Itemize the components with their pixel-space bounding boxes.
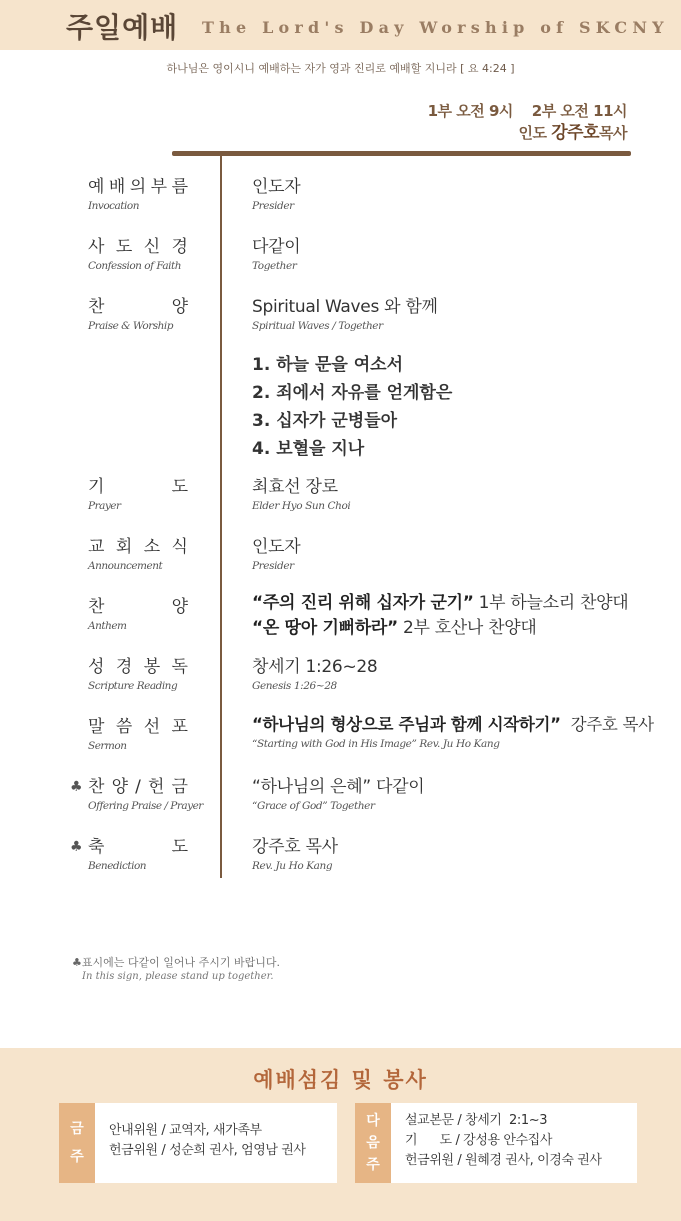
order-item-char: 신 [143,237,161,257]
order-item-char: 말 [88,717,105,737]
this-week-box [59,1103,337,1183]
order-item-main: 강주호 목사 [252,837,338,857]
page-subtitle: The Lord's Day Worship of SKCNY [202,18,669,37]
tab-char: 다 [366,1113,380,1129]
next-week-box [355,1103,637,1183]
order-item-char: 포 [171,717,188,737]
order-item-title [88,236,188,272]
order-item-en: Announcement [88,560,163,572]
hymn-item: 1. 하늘 문을 여소서 [252,355,403,375]
club-icon: ♣ [70,779,83,795]
service-schedule: 1부 오전 9시 2부 오전 11시 [427,102,627,120]
order-item-char: 소 [143,537,161,557]
order-item-en: Prayer [88,500,121,512]
order-item-detail [252,656,652,692]
presider-name: 강주호 [551,123,600,143]
sermon-title: “하나님의 형상으로 주님과 함께 시작하기” [252,715,561,734]
order-item-title [88,836,188,872]
order-item-en: Offering Praise / Prayer [88,800,203,812]
service-times [428,100,627,144]
order-item-detail [252,296,652,332]
next-week-line: 설교본문 / 창세기 2:1~3 [405,1113,548,1128]
order-item-char: 양 [171,597,188,617]
order-item-detail [252,176,652,212]
anthem-detail [252,592,652,639]
order-item-main: 최효선 장로 [252,477,338,497]
order-item-title [88,656,188,692]
order-item-title [88,536,188,572]
order-item-char: 금 [171,777,188,797]
order-item-char: 양 [171,297,188,317]
order-item-sub: Presider [252,200,294,212]
order-item-ko [88,476,188,498]
stand-note: ♣표시에는 다같이 일어나 주시기 바랍니다. [72,956,280,969]
order-item-detail [252,536,652,572]
presider-suffix: 목사 [599,124,627,142]
order-item-title [88,716,188,752]
this-week-line: 헌금위원 / 성순희 권사, 엄영남 권사 [109,1143,306,1158]
anthem-choir-1: 1부 하늘소리 찬양대 [473,593,629,613]
order-item-ko [88,536,188,558]
order-item-char: 배 [108,177,126,197]
order-item-main: “하나님의 은혜” 다같이 [252,777,425,797]
order-item-sub: Spiritual Waves / Together [252,320,383,332]
order-item-detail [252,776,652,812]
next-week-tab [355,1103,391,1183]
order-item-main: 창세기 1:26~28 [252,657,378,677]
order-item-ko [88,176,188,198]
order-item-main: Spiritual Waves 와 함께 [252,297,438,317]
anthem-title-1: “주의 진리 위해 십자가 군기” [252,593,474,613]
hymn-item: 2. 죄에서 자유를 얻게함은 [252,383,453,403]
order-item-sub: “Grace of God” Together [252,800,375,812]
order-item-en: Scripture Reading [88,680,178,692]
order-item-main: 다같이 [252,237,301,257]
order-item-detail [252,476,652,512]
order-item-char: 독 [171,657,188,677]
order-item-title [88,776,203,812]
order-item-char: 회 [115,537,133,557]
order-item-char: 의 [129,177,147,197]
page-title: 주일예배 [66,11,179,44]
order-item-char: 찬 [88,297,105,317]
order-item-char: 부 [150,177,168,197]
order-item-sub: Together [252,260,297,272]
sermon-detail [252,714,672,750]
club-icon: ♣ [70,839,83,855]
order-item-char: 선 [143,717,161,737]
tab-char: 금 [70,1121,84,1137]
stand-note-en: In this sign, please stand up together. [82,971,274,982]
order-item-title [88,296,188,332]
order-item-char: 도 [115,237,133,257]
order-item-en: Anthem [88,620,127,632]
order-item-sub: Elder Hyo Sun Choi [252,500,351,512]
order-item-char: 교 [88,537,105,557]
order-item-sub: Genesis 1:26~28 [252,680,337,692]
header-banner [0,0,681,50]
order-item-char: 성 [88,657,105,677]
top-divider [172,151,631,156]
anthem-choir-2: 2부 호산나 찬양대 [397,618,537,638]
order-item-char: 예 [88,177,105,197]
presider-line [428,122,627,144]
order-item-ko [88,296,188,318]
scripture-verse: 하나님은 영이시니 예배하는 자가 영과 진리로 예배할 지니라 [ 요 4:24 ] [166,62,515,75]
tab-char: 주 [366,1157,380,1173]
anthem-title-2: “온 땅아 기뻐하라” [252,618,398,638]
sermon-speaker: 강주호 목사 [560,715,654,734]
presider-prefix: 인도 [518,124,547,142]
order-item-en: Benediction [88,860,147,872]
order-item-char: 도 [171,837,188,857]
order-item-char: 봉 [143,657,161,677]
order-item-sub: Rev. Ju Ho Kang [252,860,333,872]
order-item-char: 도 [171,477,188,497]
order-item-sub: Presider [252,560,294,572]
order-item-en: Confession of Faith [88,260,181,272]
order-item-main: 인도자 [252,537,301,557]
order-item-char: 식 [171,537,188,557]
order-item-ko [88,836,188,858]
order-item-char: 양 [111,777,128,797]
order-item-char: 기 [88,477,105,497]
order-item-title [88,176,188,212]
order-item-en: Invocation [88,200,139,212]
hymn-item: 3. 십자가 군병들아 [252,411,398,431]
hymn-list [252,351,652,463]
order-item-char: 경 [115,657,133,677]
sermon-subtitle: “Starting with God in His Image” Rev. Ju Ho Kang [252,738,500,750]
order-item-main: 인도자 [252,177,301,197]
order-item-en: Praise & Worship [88,320,173,332]
service-footer [0,1048,681,1221]
vertical-divider [220,151,222,878]
order-item-ko [88,716,188,738]
this-week-line: 안내위원 / 교역자, 새가족부 [109,1123,262,1138]
order-item-en: Sermon [88,740,127,752]
next-week-lines [405,1111,602,1171]
order-item-char: 찬 [88,597,105,617]
this-week-tab [59,1103,95,1183]
next-week-line: 기 도 / 강성용 안수집사 [405,1133,552,1148]
order-item-char: 경 [171,237,188,257]
hymn-item: 4. 보혈을 지나 [252,439,365,459]
order-item-detail [252,236,652,272]
order-item-char: 사 [88,237,105,257]
order-item-char: 헌 [147,777,165,797]
this-week-lines [109,1121,306,1161]
order-item-ko [88,596,188,618]
order-item-char: 씀 [115,717,133,737]
tab-char: 주 [70,1149,84,1165]
order-item-title [88,476,188,512]
next-week-line: 헌금위원 / 원혜경 권사, 이경숙 권사 [405,1153,602,1168]
footer-title: 예배섬김 및 봉사 [253,1068,428,1092]
order-item-char: 축 [88,837,105,857]
order-item-char: 름 [171,177,188,197]
order-item-title [88,596,188,632]
order-item-char: 찬 [88,777,105,797]
order-item-ko [88,236,188,258]
tab-char: 음 [366,1135,380,1151]
order-item-char: / [135,777,141,797]
order-item-ko [88,656,188,678]
order-item-ko [88,776,188,798]
order-item-detail [252,836,652,872]
